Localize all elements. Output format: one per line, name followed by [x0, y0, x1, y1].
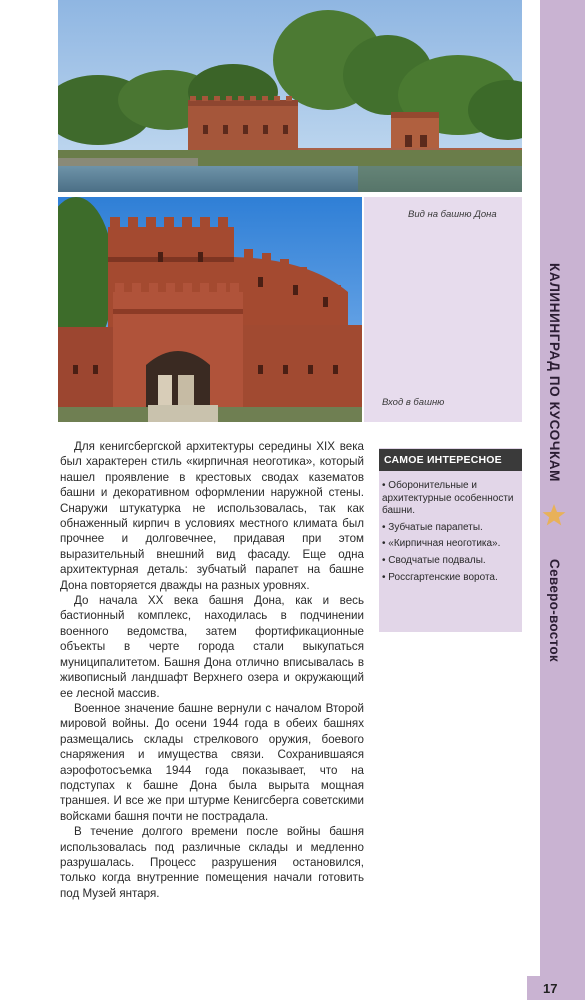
- page-number: 17: [543, 981, 558, 996]
- bullet: •: [382, 480, 386, 491]
- list-item: [382, 555, 520, 568]
- list-item-text: Зубчатые парапеты.: [388, 521, 483, 533]
- list-item-text: Оборонительные и архитектурные особенности башни.: [382, 480, 514, 517]
- chapter-title-vertical: [542, 262, 566, 482]
- paragraph: Для кенигсбергской архитектуры середины XIX века был характерен стиль «кирпичная неоготика», который нашел проявление в крестовых сводах казематов башни и декоративном оформлении наружной стены. Снаружи штукатурка не использовалась, так как обнаженный кирпич в условиях местного климата был прочнее и долговечнее, придавая при этом выразительный внешний вид фасаду. Еще одна архитектурная деталь: зубчатый парапет на башне Дона повторяется дважды на разных уровнях.: [60, 440, 364, 592]
- bullet: •: [382, 521, 386, 533]
- list-item: [382, 522, 520, 535]
- photo-caption-top: Вид на башню Дона: [408, 209, 497, 220]
- highlights-title: САМОЕ ИНТЕРЕСНОЕ: [384, 454, 502, 466]
- paragraph: До начала XX века башня Дона, как и весь бастионный комплекс, находилась в подчинении военного ведомства, затем фортификационные объекты в черте города стали выкупаться муниципалитетом. Башня Дона отлично вписывалась в живописный ландшафт Верхнего озера и окружающий ее лесной массив.: [60, 594, 364, 700]
- photo-tower-lake-view: [58, 0, 522, 192]
- list-item-text: «Кирпичная неоготика».: [388, 538, 501, 550]
- article-body: [60, 439, 364, 901]
- paragraph: В течение долгого времени после войны башня использовалась под различные склады и медленно разрушалась. Процесс разрушения остановился, только когда внутренние помещения начали готовить под Музей янтаря.: [60, 825, 364, 900]
- star-icon: [541, 502, 567, 528]
- list-item: [382, 480, 520, 518]
- region-label-text: Северо-восток: [546, 558, 562, 662]
- list-item: [382, 538, 520, 551]
- list-item-text: Россгартенские ворота.: [388, 571, 498, 583]
- bullet: •: [382, 571, 386, 583]
- bullet: •: [382, 538, 386, 550]
- highlights-list: [382, 480, 520, 588]
- list-item-text: Сводчатые подвалы.: [388, 554, 486, 566]
- list-item: [382, 572, 520, 585]
- bullet: •: [382, 554, 386, 566]
- photo-caption-bottom: Вход в башню: [382, 397, 445, 408]
- paragraph: Военное значение башне вернули с началом Второй мировой войны. До осени 1944 года в обеих башнях размещались склады стрелкового оружия, боевого снаряжения и имущества связи. Сохранившаяся аэрофотосъемка 1944 года показывает, что на подступах к башне Дона была вырыта мощная траншея. И все же при штурме Кенигсберга советскими войсками башня почти не пострадала.: [60, 701, 364, 823]
- chapter-side-tab: [540, 0, 585, 1000]
- caption-panel: [364, 197, 522, 422]
- photo-tower-entrance: [58, 197, 362, 422]
- region-label-vertical: [542, 540, 566, 680]
- chapter-title-text: КАЛИНИНГРАД ПО КУСОЧКАМ: [546, 262, 562, 482]
